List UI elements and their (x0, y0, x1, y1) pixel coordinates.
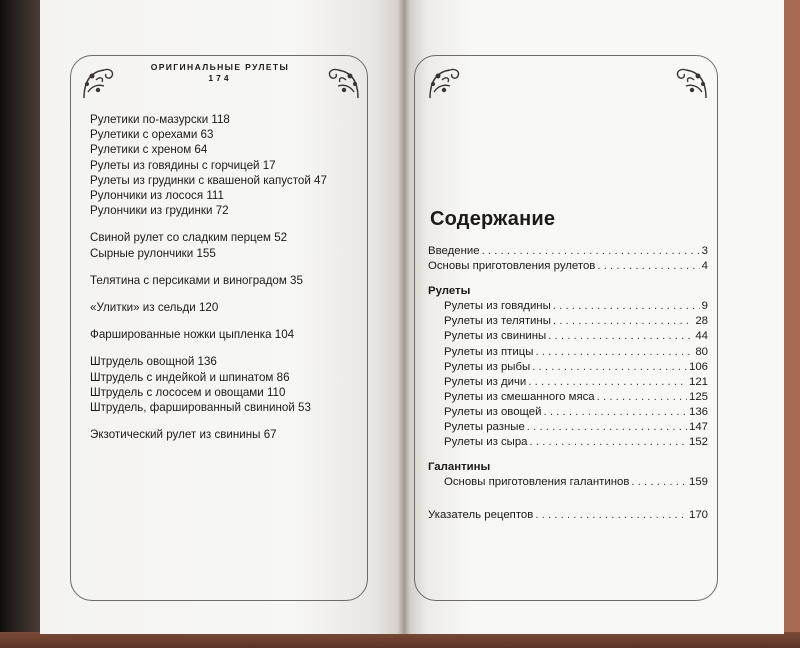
toc-page-number: 9 (701, 300, 708, 313)
recipe-index-entry: Рулончики из лосося 111 (90, 189, 224, 203)
toc-entry[interactable] (428, 314, 708, 329)
floral-corner-icon (424, 62, 464, 102)
toc-page-number: 4 (701, 260, 708, 273)
toc-entry[interactable] (428, 299, 708, 314)
recipe-index-entry: Фаршированные ножки цыпленка 104 (90, 328, 295, 342)
toc-leader-dots (527, 420, 687, 435)
floral-corner-icon (78, 62, 118, 102)
recipe-index-entry: Свиной рулет со сладким перцем 52 (90, 231, 288, 245)
recipe-index-entry: «Улитки» из сельди 120 (90, 301, 219, 315)
toc-leader-dots (528, 375, 687, 390)
table-of-contents (428, 244, 708, 524)
recipe-index-entry: Рулеты из говядины с горчицей 17 (90, 158, 276, 172)
toc-leader-dots (530, 435, 687, 450)
recipe-index-entry: Штрудель, фаршированный свининой 53 (90, 401, 311, 415)
toc-section-rolls (428, 299, 708, 450)
toc-leader-dots (597, 259, 699, 274)
toc-entry-intro[interactable] (428, 244, 708, 259)
recipe-index-entry: Рулетики с хреном 64 (90, 143, 208, 157)
toc-title: Содержание (430, 208, 556, 230)
toc-label: Рулеты из телятины (444, 315, 551, 328)
toc-entry[interactable] (428, 405, 708, 420)
recipe-group (90, 427, 360, 442)
toc-page-number: 44 (695, 330, 708, 343)
toc-entry[interactable] (428, 420, 708, 435)
recipe-group (90, 300, 360, 315)
toc-section-heading-rolls: Рулеты (428, 285, 471, 298)
toc-label: Основы приготовления рулетов (428, 260, 596, 273)
toc-label: Рулеты из смешанного мяса (444, 390, 595, 403)
book-cover-edge (0, 632, 800, 648)
toc-label: Рулеты из рыбы (444, 360, 531, 373)
toc-leader-dots (553, 299, 700, 314)
toc-label: Основы приготовления галантинов (444, 476, 630, 489)
scan-background (0, 0, 40, 648)
recipe-index-entry: Телятина с персиками и виноградом 35 (90, 273, 303, 287)
recipe-group (90, 354, 360, 415)
recipe-group (90, 230, 360, 260)
toc-label: Рулеты из свинины (444, 330, 547, 343)
recipe-index-entry: Рулончики из грудинки 72 (90, 204, 229, 218)
toc-page-number: 121 (688, 375, 708, 388)
recipe-index-entry: Рулетики с орехами 63 (90, 128, 214, 142)
toc-label: Введение (428, 245, 480, 257)
toc-leader-dots (544, 405, 687, 420)
toc-page-number: 125 (688, 390, 708, 403)
toc-label: Рулеты из овощей (444, 405, 542, 418)
toc-entry[interactable] (428, 360, 708, 375)
toc-page-number: 159 (688, 476, 708, 489)
recipe-group (90, 327, 360, 342)
recipe-index-entry: Рулетики по-мазурски 118 (90, 113, 230, 126)
toc-entry[interactable] (428, 435, 708, 450)
toc-leader-dots (482, 244, 700, 259)
toc-label: Рулеты разные (444, 421, 525, 434)
toc-leader-dots (535, 508, 687, 523)
recipe-index-entry: Штрудель с индейкой и шпинатом 86 (90, 370, 290, 384)
toc-leader-dots (532, 360, 687, 375)
toc-leader-dots (597, 390, 687, 405)
recipe-index-entry: Экзотический рулет из свинины 67 (90, 428, 277, 442)
book-gutter (398, 0, 410, 634)
toc-leader-dots (553, 314, 693, 329)
toc-entry[interactable] (428, 375, 708, 390)
toc-page-number: 152 (688, 436, 708, 449)
toc-page-number: 147 (688, 421, 708, 434)
toc-page-number: 106 (688, 360, 708, 373)
recipe-index-entry: Рулеты из грудинки с квашеной капустой 47 (90, 173, 327, 187)
recipe-group (90, 112, 360, 218)
toc-leader-dots (631, 475, 687, 490)
toc-entry-galantines[interactable] (428, 475, 708, 490)
recipe-group (90, 273, 360, 288)
running-head: ОРИГИНАЛЬНЫЕ РУЛЕТЫ (150, 62, 290, 72)
recipe-index-list (90, 112, 360, 454)
toc-leader-dots (548, 329, 693, 344)
recipe-index-entry: Штрудель с лососем и овощами 110 (90, 385, 286, 399)
toc-page-number: 80 (695, 345, 708, 358)
toc-page-number: 136 (688, 405, 708, 418)
toc-label: Рулеты из сыра (444, 436, 528, 449)
toc-label: Рулеты из птицы (444, 345, 534, 358)
toc-entry[interactable] (428, 345, 708, 360)
toc-page-number: 3 (701, 245, 708, 257)
page-number: 174 (208, 73, 232, 83)
toc-entry[interactable] (428, 390, 708, 405)
toc-entry-recipe-index[interactable] (428, 508, 708, 523)
toc-label: Рулеты из дичи (444, 375, 527, 388)
recipe-index-entry: Сырные рулончики 155 (90, 246, 216, 260)
toc-label: Указатель рецептов (428, 509, 534, 522)
floral-corner-icon (672, 62, 712, 102)
toc-page-number: 28 (695, 315, 708, 328)
toc-label: Рулеты из говядины (444, 300, 551, 313)
toc-entry[interactable] (428, 329, 708, 344)
toc-page-number: 170 (688, 509, 708, 522)
recipe-index-entry: Штрудель овощной 136 (90, 355, 217, 369)
floral-corner-icon (324, 62, 364, 102)
toc-entry-basics[interactable] (428, 259, 708, 274)
toc-section-heading-galantines: Галантины (428, 461, 491, 474)
toc-leader-dots (535, 345, 693, 360)
